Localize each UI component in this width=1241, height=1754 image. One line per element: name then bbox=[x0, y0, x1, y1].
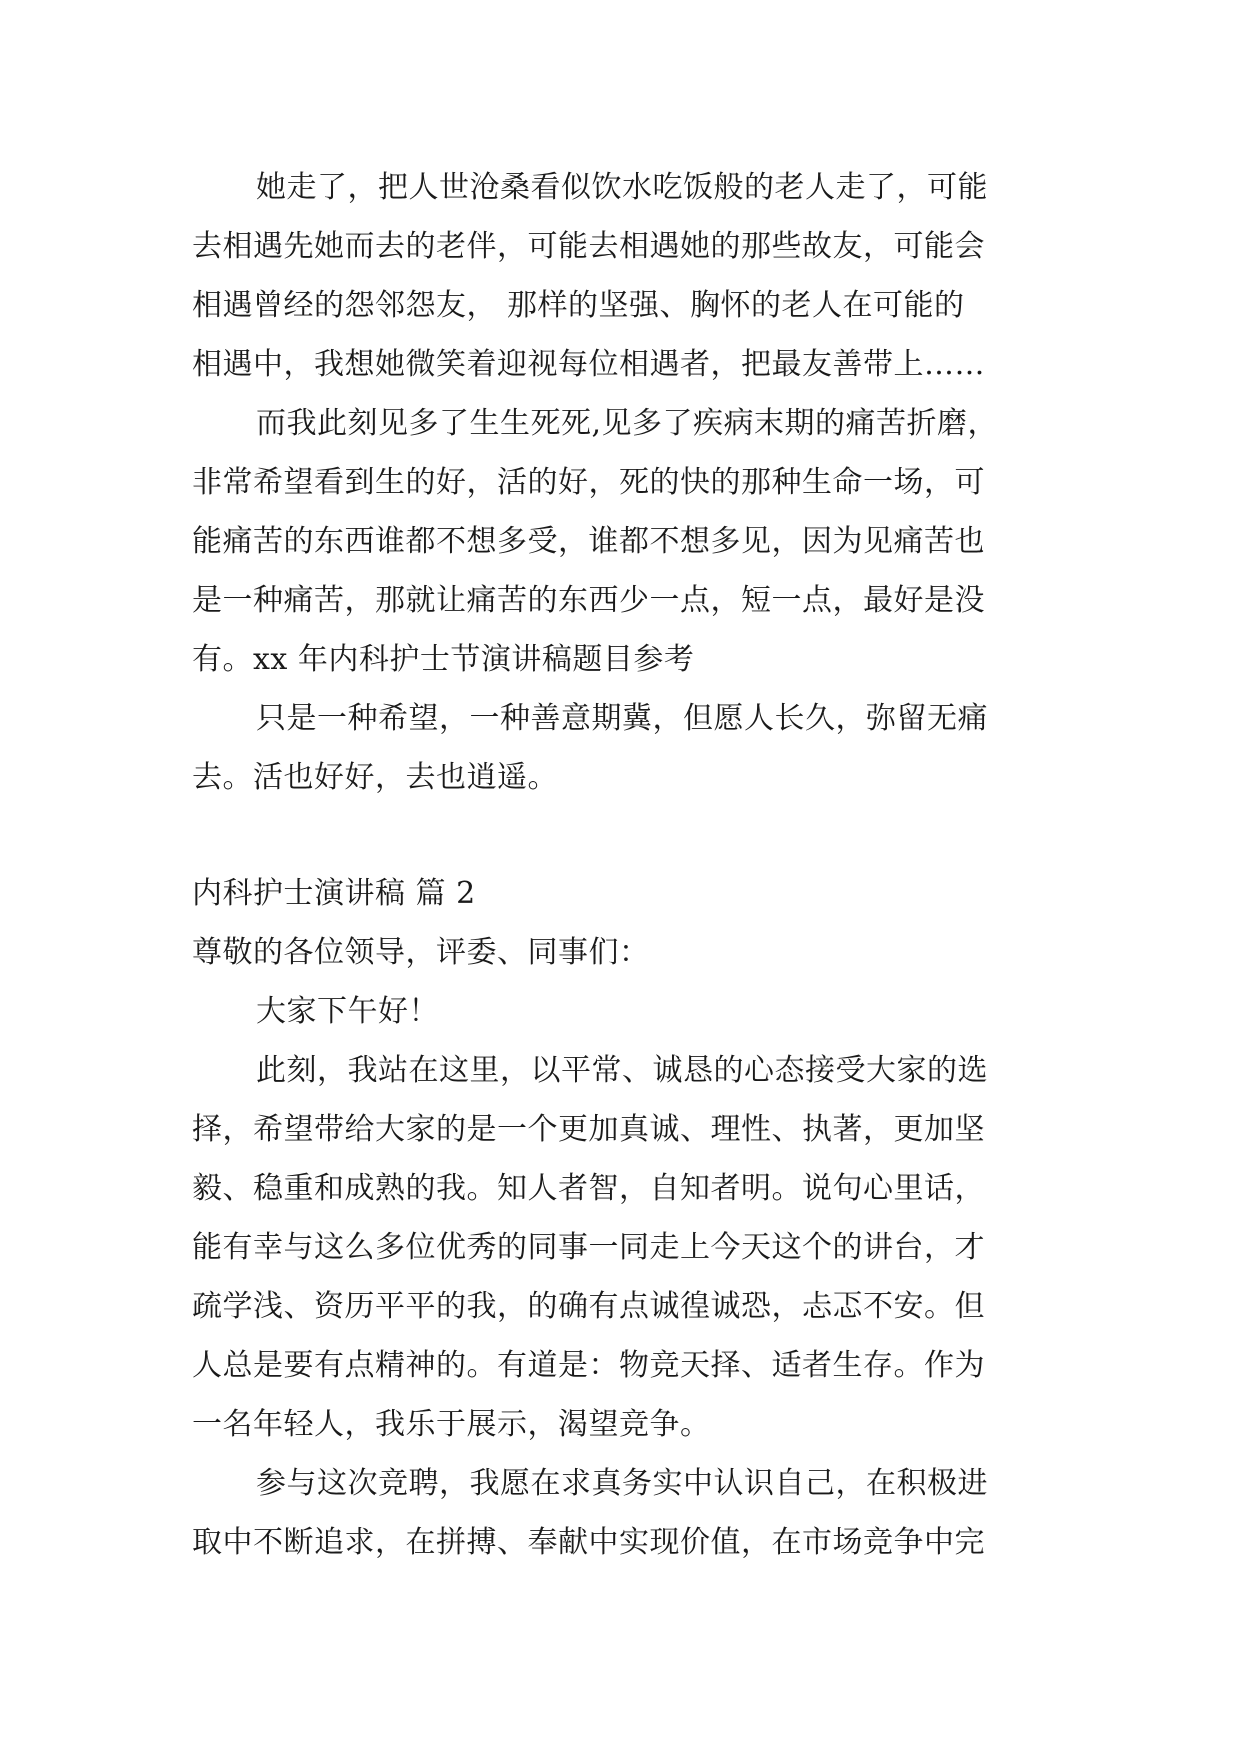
paragraph-line: 她走了，把人世沧桑看似饮水吃饭般的老人走了，可能 bbox=[256, 170, 988, 205]
paragraph-line: 一名年轻人，我乐于展示，渴望竞争。 bbox=[192, 1407, 711, 1442]
paragraph-line: 是一种痛苦，那就让痛苦的东西少一点，短一点，最好是没 bbox=[192, 583, 985, 618]
paragraph-line: 去。活也好好，去也逍遥。 bbox=[192, 760, 558, 795]
paragraph-line: 人总是要有点精神的。有道是：物竞天择、适者生存。作为 bbox=[192, 1348, 985, 1383]
paragraph-line: 取中不断追求，在拼搏、奉献中实现价值，在市场竞争中完 bbox=[192, 1525, 985, 1560]
paragraph-line: 有。xx 年内科护士节演讲稿题目参考 bbox=[192, 642, 695, 677]
salutation: 尊敬的各位领导，评委、同事们： bbox=[192, 935, 650, 970]
paragraph-line: 疏学浅、资历平平的我，的确有点诚徨诚恐，忐忑不安。但 bbox=[192, 1289, 985, 1324]
paragraph-line: 而我此刻见多了生生死死,见多了疾病末期的痛苦折磨， bbox=[256, 406, 999, 441]
paragraph-line: 择，希望带给大家的是一个更加真诚、理性、执著，更加坚 bbox=[192, 1112, 985, 1147]
paragraph-line: 只是一种希望，一种善意期冀，但愿人长久，弥留无痛 bbox=[256, 701, 988, 736]
paragraph-line: 能有幸与这么多位优秀的同事一同走上今天这个的讲台，才 bbox=[192, 1230, 985, 1265]
paragraph-line: 相遇曾经的怨邻怨友， 那样的坚强、胸怀的老人在可能的 bbox=[192, 288, 965, 323]
paragraph-line: 参与这次竞聘，我愿在求真务实中认识自己，在积极进 bbox=[256, 1466, 988, 1501]
paragraph-line: 去相遇先她而去的老伴，可能去相遇她的那些故友，可能会 bbox=[192, 229, 985, 264]
section-heading: 内科护士演讲稿 篇 2 bbox=[192, 876, 476, 911]
paragraph-line: 此刻，我站在这里，以平常、诚恳的心态接受大家的选 bbox=[256, 1053, 988, 1088]
greeting: 大家下午好！ bbox=[256, 994, 439, 1029]
paragraph-line: 毅、稳重和成熟的我。知人者智，自知者明。说句心里话， bbox=[192, 1171, 985, 1206]
paragraph-line: 相遇中，我想她微笑着迎视每位相遇者，把最友善带上…… bbox=[192, 347, 985, 382]
paragraph-line: 非常希望看到生的好，活的好，死的快的那种生命一场，可 bbox=[192, 465, 985, 500]
paragraph-line: 能痛苦的东西谁都不想多受，谁都不想多见，因为见痛苦也 bbox=[192, 524, 985, 559]
